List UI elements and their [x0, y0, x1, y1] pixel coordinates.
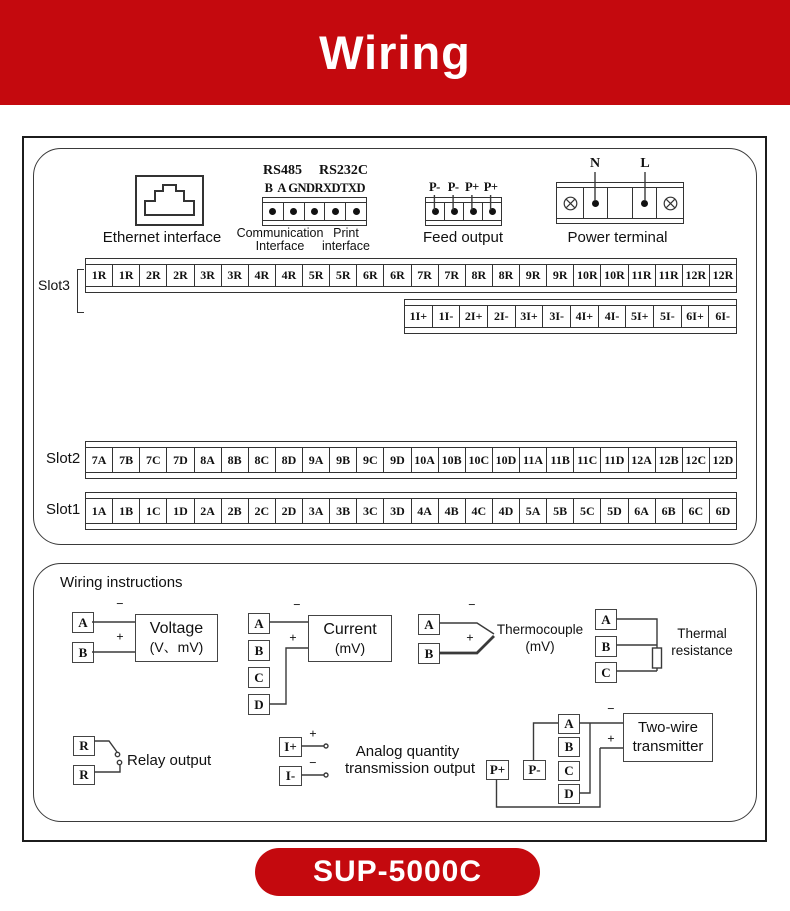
comm-caption-line2: Interface — [255, 239, 305, 253]
comm-caption-line1: Communication — [236, 226, 324, 240]
comm-caption — [235, 227, 325, 253]
feed-output-label: Feed output — [422, 229, 504, 246]
terminal-box-c: C — [558, 761, 580, 781]
polarity-minus: − — [468, 597, 476, 612]
two-wire-transmitter-box — [623, 713, 713, 762]
slot1-label: Slot1 — [46, 501, 81, 518]
terminal-cell: 8B — [222, 448, 249, 472]
terminal-cell: 5C — [574, 499, 601, 523]
power-block-middle — [557, 188, 683, 218]
terminal-cell: 4C — [466, 499, 493, 523]
terminal-cell: 1R — [113, 265, 140, 286]
polarity-plus: + — [466, 630, 474, 645]
terminal-box-a: A — [72, 612, 94, 633]
terminal-box-b: B — [558, 737, 580, 757]
analog-label-line1: Analog quantity — [355, 743, 460, 760]
pin-cell — [346, 203, 366, 220]
pin-label: A — [277, 181, 286, 195]
terminal-cell: 3R — [195, 265, 222, 286]
terminal-cell: 12C — [683, 448, 710, 472]
terminal-cell: 11B — [547, 448, 574, 472]
slot2-terminal-strip — [85, 441, 737, 479]
terminal-dot — [332, 208, 339, 215]
terminal-box-b: B — [418, 643, 440, 664]
terminal-cell: 1I+ — [405, 306, 433, 327]
relay-output-label: Relay output — [127, 752, 212, 769]
power-n-label: N — [589, 156, 601, 171]
terminal-box-a: A — [418, 614, 440, 635]
slot2-cells — [86, 448, 736, 472]
comm-terminal-block — [262, 197, 367, 226]
polarity-plus: + — [289, 630, 297, 645]
feed-terminal-cells — [426, 203, 501, 220]
screw-zone-right — [657, 188, 683, 218]
screw-icon — [563, 196, 578, 211]
slot2-label: Slot2 — [46, 450, 81, 467]
slot1-terminal-strip — [85, 492, 737, 530]
terminal-box-p-plus: P+ — [486, 760, 509, 780]
terminal-cell: 1R — [86, 265, 113, 286]
terminal-cell: 12B — [656, 448, 683, 472]
thermal-resistance-label — [667, 625, 737, 659]
terminal-box-c: C — [248, 667, 270, 688]
terminal-cell: 1B — [113, 499, 140, 523]
terminal-cell: 5D — [601, 499, 628, 523]
slot3-row1-cells — [86, 265, 736, 286]
terminal-cell: 10R — [574, 265, 601, 286]
twowire-name-line1: Two-wire — [637, 718, 698, 736]
instructions-panel — [33, 563, 757, 822]
rs485-label: RS485 — [263, 163, 302, 178]
terminal-box-r1: R — [73, 736, 95, 756]
pin-cell — [445, 203, 464, 220]
feed-terminal-block — [425, 197, 502, 226]
pin-cell — [426, 203, 445, 220]
terminal-cell: 7D — [167, 448, 194, 472]
terminal-cell: 2D — [276, 499, 303, 523]
ethernet-port-icon — [135, 175, 204, 226]
terminal-cell: 4D — [493, 499, 520, 523]
terminal-box-p-minus: P- — [523, 760, 546, 780]
pin-label: TXD — [340, 181, 365, 195]
polarity-plus: + — [309, 726, 317, 741]
terminal-cell: 1A — [86, 499, 113, 523]
terminal-cell: 9B — [330, 448, 357, 472]
rj45-jack-icon — [137, 177, 202, 224]
pin-label: P- — [428, 180, 440, 194]
terminal-cell: 9A — [303, 448, 330, 472]
terminal-box-a: A — [595, 609, 617, 630]
thermal-name-line2: resistance — [671, 643, 733, 658]
terminal-cell: 2C — [249, 499, 276, 523]
current-unit: (mV) — [334, 639, 366, 656]
terminal-cell: 4B — [439, 499, 466, 523]
power-cells — [583, 188, 657, 218]
terminal-cell: 7R — [412, 265, 439, 286]
terminal-cell: 8R — [493, 265, 520, 286]
thermocouple-unit: (mV) — [525, 639, 555, 654]
terminal-box-c: C — [595, 662, 617, 683]
pin-label: RXD — [314, 181, 341, 195]
power-cell-mid — [608, 188, 632, 218]
terminal-cell: 11R — [656, 265, 683, 286]
terminal-cell: 10C — [466, 448, 493, 472]
thermal-name-line1: Thermal — [677, 626, 727, 641]
terminal-cell: 3I+ — [516, 306, 544, 327]
terminal-cell: 3A — [303, 499, 330, 523]
voltage-unit: (V、mV) — [149, 639, 204, 656]
terminal-cell: 4I+ — [571, 306, 599, 327]
pin-label: B — [264, 181, 273, 195]
power-cell-l — [633, 188, 656, 218]
analog-output-label — [345, 743, 476, 777]
instructions-title: Wiring instructions — [60, 574, 183, 591]
terminal-cell: 8C — [249, 448, 276, 472]
comm-terminal-cells — [263, 203, 366, 220]
comm-pin-labels — [262, 181, 365, 196]
polarity-minus: − — [607, 701, 615, 716]
slot3-row2-cells — [405, 306, 736, 327]
terminal-cell: 12A — [629, 448, 656, 472]
pin-label: P- — [447, 180, 459, 194]
terminal-cell: 1C — [140, 499, 167, 523]
terminal-cell: 2R — [167, 265, 194, 286]
terminal-cell: 8A — [195, 448, 222, 472]
terminal-cell: 3R — [222, 265, 249, 286]
terminal-dot — [269, 208, 276, 215]
terminal-cell: 6A — [629, 499, 656, 523]
terminal-cell: 7C — [140, 448, 167, 472]
terminal-cell: 10D — [493, 448, 520, 472]
polarity-minus: − — [309, 755, 317, 770]
terminal-cell: 12D — [712, 452, 734, 467]
power-terminal-label: Power terminal — [567, 229, 668, 246]
polarity-minus: − — [293, 597, 301, 612]
slot1-cells — [86, 499, 736, 523]
pin-cell — [483, 203, 501, 220]
analog-label-line2: transmission output — [345, 760, 476, 777]
terminal-cell: 4A — [412, 499, 439, 523]
pin-cell — [464, 203, 483, 220]
terminal-box-i-minus: I- — [279, 766, 302, 786]
polarity-minus: − — [116, 596, 124, 611]
terminal-dot — [451, 208, 458, 215]
block-bottom-rail — [426, 220, 501, 225]
terminal-cell: 5A — [520, 499, 547, 523]
pin-label: P+ — [464, 180, 479, 194]
terminal-cell: 1D — [167, 499, 194, 523]
current-name: Current — [323, 620, 377, 638]
terminal-cell: 11D — [601, 448, 628, 472]
terminal-cell: 2B — [222, 499, 249, 523]
terminal-cell: 6C — [683, 499, 710, 523]
terminal-cell: 7A — [86, 448, 113, 472]
terminal-cell: 6R — [384, 265, 411, 286]
model-name: SUP-5000C — [312, 855, 483, 888]
print-caption — [318, 227, 374, 253]
terminal-cell: 10B — [439, 448, 466, 472]
terminal-box-i-plus: I+ — [279, 737, 302, 757]
screw-icon — [663, 196, 678, 211]
terminal-cell: 6R — [357, 265, 384, 286]
terminal-box-a: A — [558, 714, 580, 734]
strip-bottom-rail — [405, 327, 736, 333]
polarity-plus: + — [607, 731, 615, 746]
terminal-dot — [489, 208, 496, 215]
terminal-dot — [353, 208, 360, 215]
power-l-label: L — [640, 156, 650, 171]
slot3-row2-terminal-strip — [404, 299, 737, 334]
terminal-box-b: B — [248, 640, 270, 661]
feed-pin-labels — [425, 180, 500, 195]
terminal-cell: 7R — [439, 265, 466, 286]
pin-label: GND — [288, 181, 315, 195]
screw-zone-left — [557, 188, 583, 218]
terminal-cell: 5B — [547, 499, 574, 523]
terminal-cell: 3B — [330, 499, 357, 523]
block-bottom-rail — [557, 218, 683, 223]
terminal-cell: 4I- — [599, 306, 627, 327]
strip-bottom-rail — [86, 523, 736, 529]
terminal-cell: 5I+ — [626, 306, 654, 327]
terminal-cell: 2A — [195, 499, 222, 523]
terminal-cell: 7B — [113, 448, 140, 472]
pin-cell — [263, 203, 284, 220]
terminal-dot — [592, 200, 599, 207]
strip-bottom-rail — [86, 472, 736, 478]
pin-cell — [305, 203, 326, 220]
terminal-cell: 5I- — [654, 306, 682, 327]
terminal-cell: 3I- — [543, 306, 571, 327]
terminal-cell: 9R — [547, 265, 574, 286]
thermocouple-name: Thermocouple — [496, 622, 584, 637]
terminal-cell: 11C — [574, 448, 601, 472]
twowire-name-line2: transmitter — [632, 737, 704, 755]
terminal-cell: 9R — [520, 265, 547, 286]
terminal-cell: 4R — [249, 265, 276, 286]
terminal-dot — [290, 208, 297, 215]
terminal-cell: 3C — [357, 499, 384, 523]
terminal-cell: 1I- — [433, 306, 461, 327]
pin-label: P+ — [483, 180, 498, 194]
slot3-bracket — [77, 269, 84, 313]
slot3-label: Slot3 — [38, 277, 70, 293]
terminal-cell: 4R — [276, 265, 303, 286]
strip-bottom-rail — [86, 286, 736, 292]
slot3-row1-terminal-strip — [85, 258, 737, 293]
terminal-cell: 2I- — [488, 306, 516, 327]
terminal-dot — [311, 208, 318, 215]
terminal-box-d: D — [558, 784, 580, 804]
polarity-plus: + — [116, 629, 124, 644]
current-box — [308, 615, 392, 662]
print-caption-line2: interface — [322, 239, 370, 253]
terminal-cell: 5R — [303, 265, 330, 286]
terminal-box-b: B — [72, 642, 94, 663]
terminal-cell: 12R — [712, 268, 734, 282]
power-terminal-block — [556, 182, 684, 224]
terminal-cell: 5R — [330, 265, 357, 286]
terminal-dot — [470, 208, 477, 215]
model-badge — [255, 848, 540, 896]
terminal-cell: 2I+ — [460, 306, 488, 327]
power-cell-n — [584, 188, 608, 218]
ethernet-label: Ethernet interface — [102, 229, 222, 246]
terminal-cell: 10R — [601, 265, 628, 286]
terminal-cell: 6I+ — [682, 306, 710, 327]
terminal-cell: 10A — [412, 448, 439, 472]
print-caption-line1: Print — [333, 226, 359, 240]
voltage-name: Voltage — [149, 620, 204, 638]
pin-cell — [284, 203, 305, 220]
header-banner — [0, 0, 790, 105]
terminal-cell: 6B — [656, 499, 683, 523]
voltage-box — [135, 614, 218, 662]
terminal-box-r2: R — [73, 765, 95, 785]
thermocouple-label — [490, 621, 590, 655]
terminal-box-a: A — [248, 613, 270, 634]
rs232c-label: RS232C — [318, 163, 368, 178]
terminal-cell: 2R — [140, 265, 167, 286]
terminal-box-d: D — [248, 694, 270, 715]
terminal-cell: 6D — [715, 503, 731, 518]
terminal-cell: 11R — [629, 265, 656, 286]
page-title: Wiring — [319, 26, 471, 79]
terminal-cell: 6I- — [715, 309, 731, 323]
terminal-cell: 3D — [384, 499, 411, 523]
terminal-cell: 12R — [683, 265, 710, 286]
terminal-cell: 9C — [357, 448, 384, 472]
terminal-cell: 8R — [466, 265, 493, 286]
terminal-dot — [641, 200, 648, 207]
pin-cell — [325, 203, 346, 220]
terminal-cell: 11A — [520, 448, 547, 472]
block-bottom-rail — [263, 220, 366, 225]
terminal-box-b: B — [595, 636, 617, 657]
terminal-dot — [432, 208, 439, 215]
terminal-cell: 8D — [276, 448, 303, 472]
terminal-cell: 9D — [384, 448, 411, 472]
